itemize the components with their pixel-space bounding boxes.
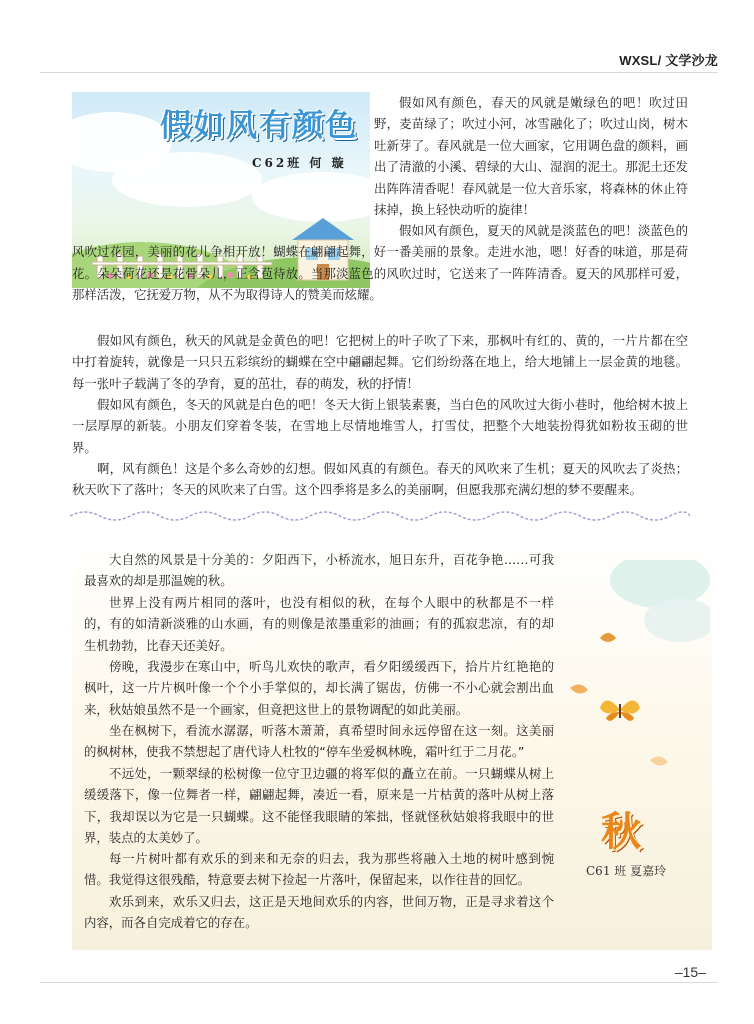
- paragraph: 傍晚，我漫步在寒山中，听鸟儿欢快的歌声，看夕阳缓缓西下，拾片片红艳艳的枫叶，这一片片枫叶像一个个小手掌似的，却长满了锯齿，仿佛一不小心就会割出血来，秋姑娘虽然不是一个画家，但竟把这世上的景物调配的如此美丽。: [84, 659, 554, 717]
- paragraph: 大自然的风景是十分美的：夕阳西下，小桥流水，旭日东升，百花争艳……可我最喜欢的却是那温婉的秋。: [84, 552, 554, 589]
- paragraph: 假如风有颜色，冬天的风就是白色的吧！冬天大街上银装素裹，当白色的风吹过大街小巷时，他给树木披上一层厚厚的新装。小朋友们穿着冬装，在雪地上尽情地堆雪人，打雪仗，把整个大地装扮得犹如粉妆玉砌的世界。: [72, 397, 688, 455]
- paragraph: 欢乐到来，欢乐又归去，这正是天地间欢乐的内容，世间万物，正是寻求着这个内容，而各自完成着它的存在。: [84, 894, 554, 931]
- paragraph: 啊，风有颜色！这是个多么奇妙的幻想。假如风真的有颜色。春天的风吹来了生机；夏天的风吹去了炎热；秋天吹下了落叶；冬天的风吹来了白雪。这个四季将是多么的美丽啊，但愿我那充满幻想的梦不要醒来。: [72, 461, 688, 498]
- butterfly-icon: [600, 700, 640, 720]
- paragraph: 每一片树叶都有欢乐的到来和无奈的归去，我为那些将融入土地的树叶感到惋惜。我觉得这很残酷，特意要去树下捡起一片落叶，保留起来，以作往昔的回忆。: [84, 851, 554, 888]
- header-divider: [40, 72, 718, 73]
- paragraph: 坐在枫树下，看流水潺潺，听落木萧萧，真希望时间永远停留在这一刻。这美丽的枫树林，使我不禁想起了唐代诗人杜牧的“停车坐爱枫林晚，霜叶红于二月花。”: [84, 723, 554, 760]
- article-title: 秋: [601, 808, 641, 855]
- wavy-divider: [70, 505, 690, 527]
- paragraph: 世界上没有两片相同的落叶，也没有相似的秋，在每个人眼中的秋都是不一样的，有的如清新淡雅的山水画，有的则像是浓墨重彩的油画；有的孤寂悲凉，有的却生机勃勃，比春天还美好。: [84, 595, 554, 653]
- page-number: –15–: [674, 964, 706, 980]
- section-header: WXSL/ 文学沙龙: [619, 53, 718, 68]
- paragraph: 假如风有颜色，春天的风就是嫩绿色的吧！吹过田野，麦苗绿了；吹过小河，冰雪融化了；吹过山岗，树木吐新芽了。春风就是一位大画家，它用调色盘的颜料，画出了清澈的小溪、碧绿的大山、湿润的泥土。那泥土还发出阵阵清香呢！春风就是一位大音乐家，将森林的休止符抹掉，换上轻快动听的旋律！: [374, 95, 688, 218]
- paragraph: 假如风有颜色，夏天的风就是淡蓝色的吧！淡蓝色的风吹过花园，美丽的花儿争相开放！蝴蝶在翩翩起舞，好一番美丽的景象。走进水池，嗯！好香的味道，那是荷花。朵朵荷花还是花骨朵儿，正含苞待放。当那淡蓝色的风吹过时，它送来了一阵阵清香。夏天的风那样可爱，那样活泼，它抚爱万物，从不为取得诗人的赞美而炫耀。: [72, 223, 688, 303]
- paragraph: 不远处，一颗翠绿的松树像一位守卫边疆的将军似的矗立在前。一只蝴蝶从树上缓缓落下，像一位舞者一样，翩翩起舞，凑近一看，原来是一片枯黄的落叶从树上落下，我却误以为它是一只蝴蝶。这不能怪我眼睛的笨拙，怪就怪秋姑娘将我眼中的世界，装点的太美妙了。: [84, 766, 554, 846]
- article-title: 假如风有颜色: [160, 108, 358, 144]
- article-byline: C61 班 夏嘉玲: [586, 864, 667, 878]
- article-byline: C62班 何 璇: [252, 156, 347, 170]
- autumn-decoration: [560, 560, 710, 800]
- paragraph: 假如风有颜色，秋天的风就是金黄色的吧！它把树上的叶子吹了下来，那枫叶有红的、黄的，一片片都在空中打着旋转，就像是一只只五彩缤纷的蝴蝶在空中翩翩起舞。它们纷纷落在地上，给大地铺上一层金黄的地毯。每一张叶子载满了冬的孕育，夏的茁壮，春的萌发，秋的抒情！: [72, 333, 688, 391]
- footer-divider: [40, 982, 718, 983]
